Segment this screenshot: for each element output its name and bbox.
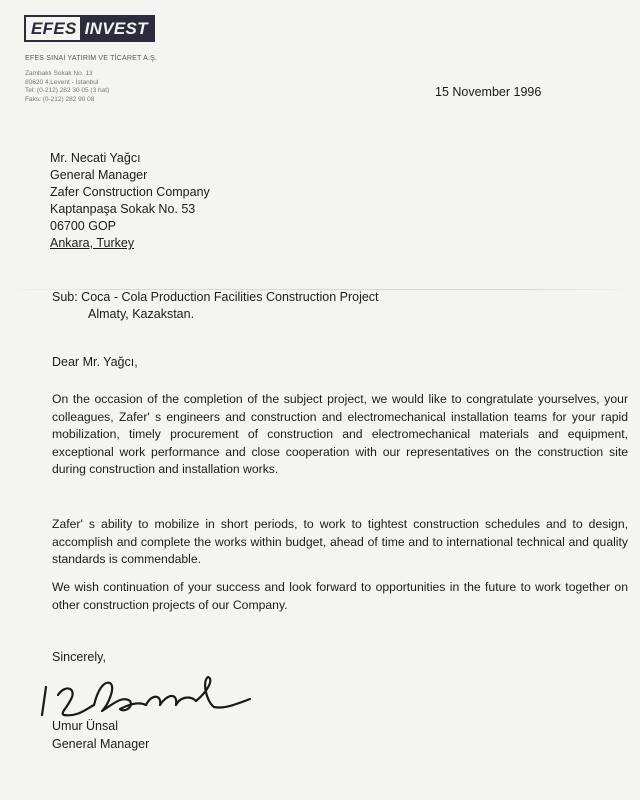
body-paragraph-2: Zafer' s ability to mobilize in short periods, to work to tightest construction schedules and to design, accomplish and complete the works within budget, ahead of time and to international technical and quality standards is commendable.: [52, 517, 628, 567]
address-line: Faks: (0-212) 282 90 08: [25, 96, 95, 104]
logo-text-efes: EFES: [24, 15, 80, 42]
recipient-company: Zafer Construction Company: [50, 185, 210, 199]
logo-text-invest: INVEST: [80, 15, 155, 42]
recipient-block: [50, 150, 210, 252]
recipient-postal: 06700 GOP: [50, 219, 117, 233]
recipient-title: General Manager: [50, 168, 148, 182]
subject-location: Almaty, Kazakstan.: [88, 307, 195, 321]
recipient-city: Ankara, Turkey: [50, 236, 135, 250]
closing: Sincerely,: [52, 650, 106, 664]
signer-block: [52, 717, 149, 753]
body-paragraph-1: On the occasion of the completion of the subject project, we would like to congratulate yourselves, your colleagues, Zafer' s engineers and construction and electromechanical installation teams for your rapid mobilization, timely procurement of construction and electromechanical materials and equipment, exceptional work performance and close cooperation with our representatives on the construction site during construction and installation works.: [52, 392, 628, 477]
body-paragraph-3: We wish continuation of your success and look forward to opportunities in the future to work together on other construction projects of our Company.: [52, 580, 628, 612]
letter-date: 15 November 1996: [435, 85, 542, 99]
company-name: EFES SINAİ YATIRIM VE TİCARET A.Ş.: [25, 55, 158, 62]
signer-title: General Manager: [52, 737, 150, 751]
salutation: Dear Mr. Yağcı,: [52, 355, 138, 369]
handwritten-signature: [38, 665, 253, 725]
subject-block: [52, 289, 379, 323]
address-line: Zambaklı Sokak No. 13: [25, 70, 93, 77]
address-line: Tel: (0-212) 282 30 05 (3 hat): [25, 87, 110, 95]
signer-name: Umur Ünsal: [52, 719, 118, 733]
letterhead-address: [25, 70, 109, 105]
recipient-name: Mr. Necati Yağcı: [50, 151, 141, 165]
address-line: 80620 4.Levent - İstanbul: [25, 78, 99, 86]
efes-invest-logo: [24, 15, 155, 42]
recipient-street: Kaptanpaşa Sokak No. 53: [50, 202, 196, 216]
subject-line: Sub: Coca - Cola Production Facilities Construction Project: [52, 290, 379, 304]
